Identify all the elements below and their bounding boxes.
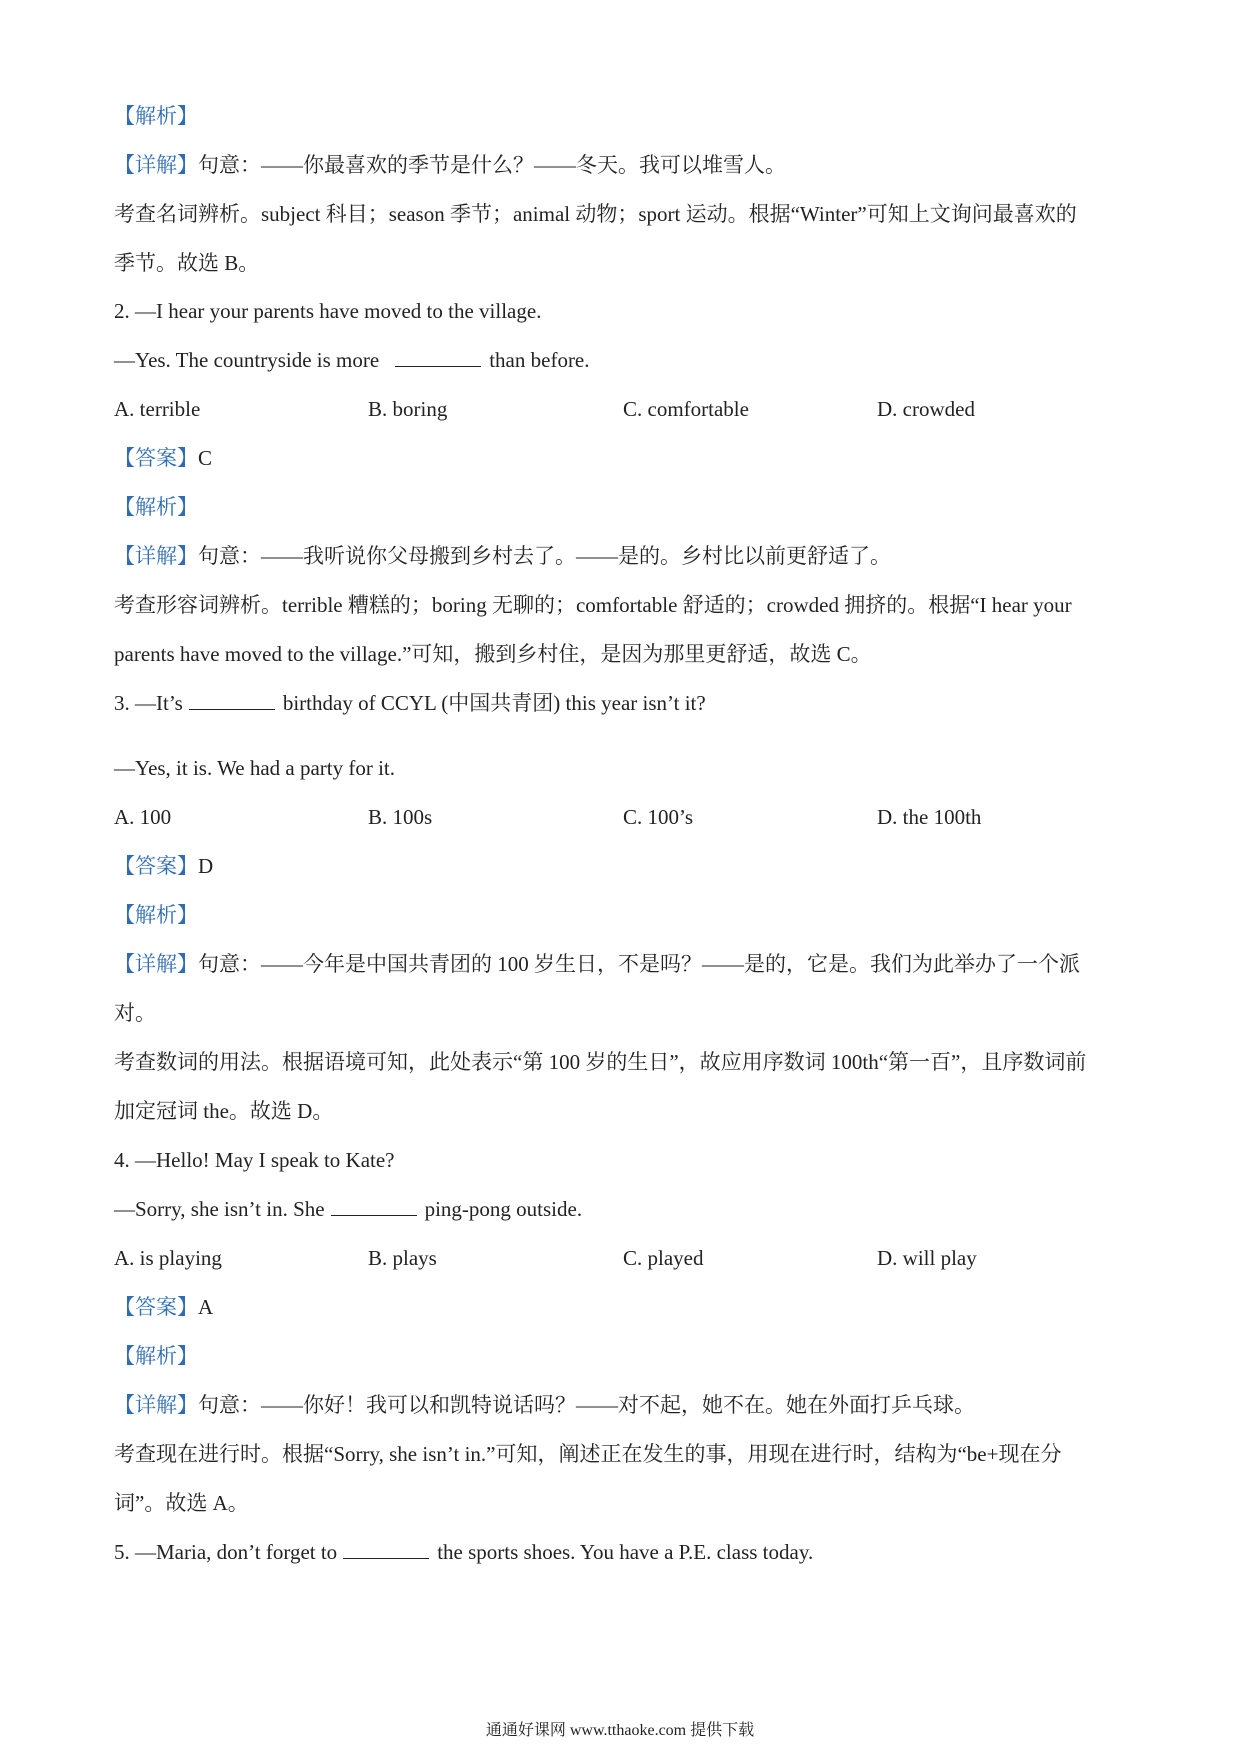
- explanation-text: 加定冠词 the。故选 D。: [114, 1099, 334, 1123]
- option-b: B. plays: [368, 1246, 437, 1270]
- explanation-text: 季节。故选 B。: [114, 251, 260, 275]
- option-b: B. 100s: [368, 805, 433, 829]
- analysis-heading: 【解析】: [114, 104, 198, 128]
- explanation-text: 考查形容词辨析。terrible 糟糕的；boring 无聊的；comfortable 舒适的；crowded 拥挤的。根据“I hear your: [114, 593, 1072, 617]
- detail-paragraph: 【详解】句意：——你好！我可以和凯特说话吗？——对不起，她不在。她在外面打乒乓球。: [114, 1393, 975, 1417]
- option-c: C. comfortable: [623, 397, 749, 421]
- detail-paragraph: 【详解】句意：——你最喜欢的季节是什么？——冬天。我可以堆雪人。: [114, 153, 786, 177]
- explanation-text: parents have moved to the village.”可知，搬到乡村住，是因为那里更舒适，故选 C。: [114, 642, 872, 666]
- answer-blank: [343, 1540, 429, 1559]
- answer-line: 【答案】D: [114, 854, 214, 878]
- answer-line: 【答案】A: [114, 1295, 214, 1319]
- explanation-text: 考查名词辨析。subject 科目；season 季节；animal 动物；sport 运动。根据“Winter”可知上文询问最喜欢的: [114, 202, 1077, 226]
- analysis-heading: 【解析】: [114, 1344, 198, 1368]
- answer-blank: [395, 348, 481, 367]
- explanation-text: 考查数词的用法。根据语境可知，此处表示“第 100 岁的生日”，故应用序数词 100th“第一百”，且序数词前: [114, 1050, 1087, 1074]
- analysis-heading: 【解析】: [114, 495, 198, 519]
- explanation-text: 词”。故选 A。: [114, 1491, 249, 1515]
- question-stem: —Yes, it is. We had a party for it.: [114, 756, 396, 780]
- option-c: C. played: [623, 1246, 704, 1270]
- option-a: A. 100: [114, 805, 172, 829]
- question-stem: 4. —Hello! May I speak to Kate?: [114, 1148, 395, 1172]
- answer-blank: [189, 691, 275, 710]
- question-stem: 3. —It’s birthday of CCYL (中国共青团) this year isn’t it?: [114, 691, 706, 715]
- option-d: D. the 100th: [877, 805, 982, 829]
- answer-blank: [331, 1197, 417, 1216]
- option-c: C. 100’s: [623, 805, 694, 829]
- option-d: D. will play: [877, 1246, 977, 1270]
- option-a: A. terrible: [114, 397, 201, 421]
- option-d: D. crowded: [877, 397, 975, 421]
- explanation-text: 考查现在进行时。根据“Sorry, she isn’t in.”可知，阐述正在发生的事，用现在进行时，结构为“be+现在分: [114, 1442, 1062, 1466]
- option-b: B. boring: [368, 397, 448, 421]
- question-stem: —Yes. The countryside is more than before.: [114, 348, 590, 372]
- detail-paragraph: 【详解】句意：——今年是中国共青团的 100 岁生日，不是吗？——是的，它是。我们为此举办了一个派: [114, 952, 1080, 976]
- analysis-heading: 【解析】: [114, 903, 198, 927]
- question-stem: 5. —Maria, don’t forget to the sports shoes. You have a P.E. class today.: [114, 1540, 814, 1564]
- footer-watermark: 通通好课网 www.tthaoke.com 提供下载: [485, 1722, 755, 1739]
- question-stem: 2. —I hear your parents have moved to the village.: [114, 299, 542, 323]
- detail-continuation: 对。: [114, 1001, 156, 1025]
- detail-paragraph: 【详解】句意：——我听说你父母搬到乡村去了。——是的。乡村比以前更舒适了。: [114, 544, 891, 568]
- option-a: A. is playing: [114, 1246, 222, 1270]
- question-stem: —Sorry, she isn’t in. She ping-pong outside.: [114, 1197, 583, 1221]
- answer-line: 【答案】C: [114, 446, 213, 470]
